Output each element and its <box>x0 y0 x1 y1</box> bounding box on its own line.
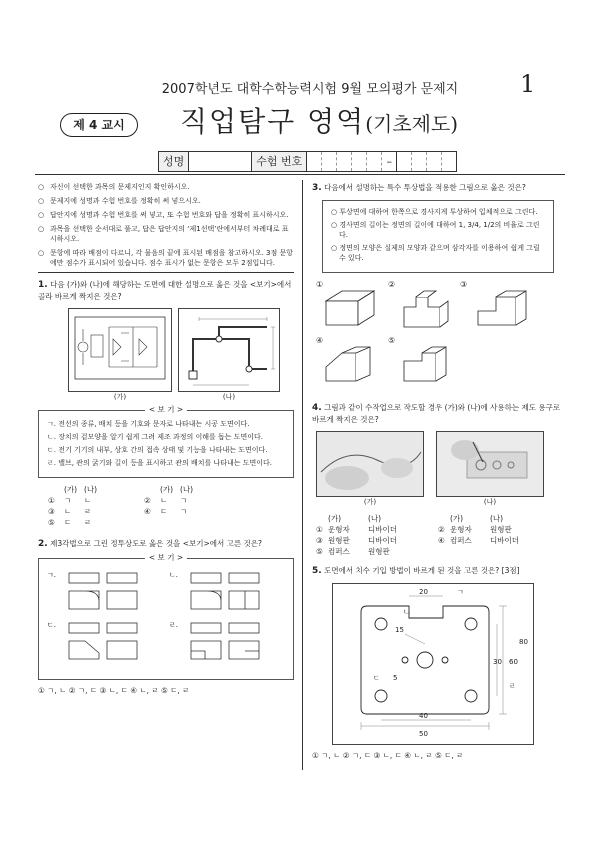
question-number: 1. <box>38 280 48 290</box>
exam-no-digit[interactable] <box>322 152 337 171</box>
option-number: ⑤ <box>388 336 396 345</box>
dimensioned-plate-drawing <box>332 583 534 745</box>
notice-item: ○ 문제지에 성명과 수험 번호를 정확히 써 넣으시오. <box>38 197 201 205</box>
subject-main: 직업탐구 영역 <box>180 105 366 138</box>
exam-no-digit[interactable] <box>412 152 427 171</box>
exam-no-digit[interactable] <box>307 152 322 171</box>
choice-3[interactable]: ③ <box>48 507 55 516</box>
option-number: ④ <box>316 336 324 345</box>
dimension: 50 <box>419 730 428 738</box>
subject-title <box>180 100 458 140</box>
marker: ㄷ <box>373 674 380 682</box>
q3-description-box <box>322 200 554 273</box>
piping-diagram <box>178 308 280 392</box>
description-item: ○ 투상면에 대하여 한쪽으로 경사지게 투상하여 입체적으로 그린다. <box>331 208 538 216</box>
dimension: 15 <box>395 626 404 634</box>
question-2 <box>38 538 294 550</box>
column-divider <box>302 180 303 770</box>
header-rule <box>35 174 565 175</box>
left-column <box>38 182 294 696</box>
question-text: 도면에서 치수 기입 방법이 바르게 된 것을 고른 것은? [3점] <box>324 566 520 575</box>
question-5 <box>312 565 564 577</box>
bogi-item: ㄱ. 전선의 종류, 배치 등을 기호와 문자로 나타내는 시공 도면이다. <box>47 420 250 428</box>
notice-item: ○ 답안지에 성명과 수험 번호를 써 넣고, 또 수험 번호와 답을 정확히 표시하시오. <box>38 211 289 219</box>
choice-5[interactable]: ⑤ <box>48 518 55 527</box>
question-4 <box>312 402 564 425</box>
figure-ga <box>68 308 172 402</box>
q1-bogi-box <box>38 405 294 478</box>
item-label: ㄴ. <box>169 571 178 579</box>
exam-no-digit[interactable] <box>427 152 442 171</box>
exam-no-digit[interactable] <box>352 152 367 171</box>
choice-1[interactable]: ① <box>48 496 55 505</box>
name-field[interactable] <box>189 152 252 171</box>
question-1 <box>38 279 294 302</box>
q3-options-figures <box>312 277 564 393</box>
marker: ㄱ <box>457 588 464 596</box>
figure-caption: (가) <box>363 498 377 506</box>
right-column <box>312 182 564 761</box>
marker: ㄹ <box>509 682 516 690</box>
question-3 <box>312 182 564 194</box>
bogi-title: < 보 기 > <box>145 553 187 563</box>
figure-caption: (나) <box>483 498 497 506</box>
option-number: ② <box>388 280 396 289</box>
page-number: 1 <box>520 70 536 98</box>
choice-2[interactable]: ② <box>438 525 445 534</box>
bogi-item: ㄷ. 전기 기기의 내부, 상호 간의 접속 상태 및 기능을 나타내는 도면이다. <box>47 446 268 454</box>
choice-1[interactable]: ① <box>316 525 323 534</box>
figure-caption: (가) <box>113 393 127 401</box>
q5-answers[interactable]: ① ㄱ, ㄴ ② ㄱ, ㄷ ③ ㄴ, ㄷ ④ ㄴ, ㄹ ⑤ ㄷ, ㄹ <box>312 751 464 760</box>
bogi-item: ㄹ. 밸브, 관의 굵기와 길이 등을 표시하고 관의 배치를 나타내는 도면이다. <box>47 459 273 467</box>
bogi-item: ㄴ. 장치의 겉모양을 알기 쉽게 그려 제조 과정의 이해를 돕는 도면이다. <box>47 433 264 441</box>
item-label: ㄱ. <box>47 571 56 579</box>
notice-list <box>38 182 294 268</box>
figure-ga <box>316 431 424 507</box>
dimension: 5 <box>393 674 398 682</box>
hand-drawing-template-photo <box>436 431 544 497</box>
q4-choices: (가) (나) (가) (나) ① 운형자 디바이더 ② 운형자 원형판 ③ 원형판 디바이더 ④ 컴퍼스 디바이더 ⑤ 컴퍼스 원형판 <box>316 514 519 556</box>
option-number: ③ <box>460 280 468 289</box>
dimension: 20 <box>419 588 428 596</box>
description-item: ○ 경사면의 길이는 정면의 길이에 대하여 1, 3/4, 1/2의 비율로 그린다. <box>331 221 540 239</box>
q2-answers[interactable]: ① ㄱ, ㄴ ② ㄱ, ㄷ ③ ㄴ, ㄷ ④ ㄴ, ㄹ ⑤ ㄷ, ㄹ <box>38 686 190 695</box>
exam-no-digit[interactable] <box>367 152 382 171</box>
exam-no-digit[interactable] <box>442 152 456 171</box>
q2-bogi-box <box>38 553 294 680</box>
question-number: 5. <box>312 566 322 576</box>
notice-item: ○ 과목을 선택한 순서대로 풀고, 답은 답안지의 ‘제1선택’란에서부터 차례대로 표시하시오. <box>38 225 289 243</box>
notice-item: ○ 문항에 따라 배점이 다르니, 각 물음의 끝에 표시된 배점을 참고하시오. 3점 문항에만 점수가 표시되어 있습니다. 점수 표시가 없는 문항은 모두 2점입니다. <box>38 249 294 267</box>
figure-na <box>178 308 280 402</box>
q1-choices: (가) (나) (가) (나) ① ㄱ ㄴ ② ㄴ ㄱ ③ ㄴ ㄹ ④ ㄷ ㄱ ⑤ ㄷ ㄹ <box>48 485 194 527</box>
exam-no-dash: – <box>382 152 397 171</box>
electric-circuit-diagram <box>68 308 172 392</box>
notice-rule <box>38 272 294 273</box>
dimension: 30 <box>493 658 502 666</box>
bogi-title: < 보 기 > <box>145 405 187 415</box>
choice-5[interactable]: ⑤ <box>316 547 323 556</box>
name-label: 성명 <box>159 152 189 171</box>
notice-item: ○ 자신이 선택한 과목의 문제지인지 확인하시오. <box>38 183 190 191</box>
choice-2[interactable]: ② <box>144 496 151 505</box>
figure-na <box>436 431 544 507</box>
dimension: 80 <box>519 638 528 646</box>
question-text: 그림과 같이 수작업으로 작도할 경우 (가)와 (나)에 사용하는 제도 용구로 바르게 짝지은 것은? <box>312 403 561 424</box>
item-label: ㄷ. <box>47 621 56 629</box>
choice-4[interactable]: ④ <box>144 507 151 516</box>
question-number: 4. <box>312 403 322 413</box>
projection-views <box>45 567 287 671</box>
q4-figures <box>316 431 564 507</box>
question-text: 제3각법으로 그린 정투상도로 옳은 것을 <보기>에서 고른 것은? <box>50 539 262 548</box>
marker: ㄴ <box>403 608 410 616</box>
period-badge: 제 4 교시 <box>60 113 138 137</box>
exam-header-title: 2007학년도 대학수학능력시험 9월 모의평가 문제지 <box>161 82 459 97</box>
description-item: ○ 정면의 모양은 실제의 모양과 같으며 삼각자를 이용하여 쉽게 그릴 수 있다. <box>331 244 540 262</box>
exam-no-digit[interactable] <box>337 152 352 171</box>
hand-drawing-curve-photo <box>316 431 424 497</box>
exam-no-label: 수험 번호 <box>252 152 307 171</box>
choice-4[interactable]: ④ <box>438 536 445 545</box>
question-number: 3. <box>312 183 322 193</box>
option-number: ① <box>316 280 324 289</box>
question-text: 다음에서 설명하는 특수 투상법을 적용한 그림으로 옳은 것은? <box>324 183 526 192</box>
item-label: ㄹ. <box>169 621 178 629</box>
dimension: 40 <box>419 712 428 720</box>
question-number: 2. <box>38 539 48 549</box>
q1-figures <box>38 308 294 402</box>
dimension: 60 <box>509 658 518 666</box>
choice-3[interactable]: ③ <box>316 536 323 545</box>
subject-sub: (기초제도) <box>365 112 459 136</box>
q5-figure-box <box>332 583 564 745</box>
exam-no-digit[interactable] <box>397 152 412 171</box>
question-text: 다음 (가)와 (나)에 해당하는 도면에 대한 설명으로 옳은 것을 <보기>에서 골라 바르게 짝지은 것은? <box>38 280 292 301</box>
identity-box <box>158 151 457 172</box>
figure-caption: (나) <box>222 393 236 401</box>
